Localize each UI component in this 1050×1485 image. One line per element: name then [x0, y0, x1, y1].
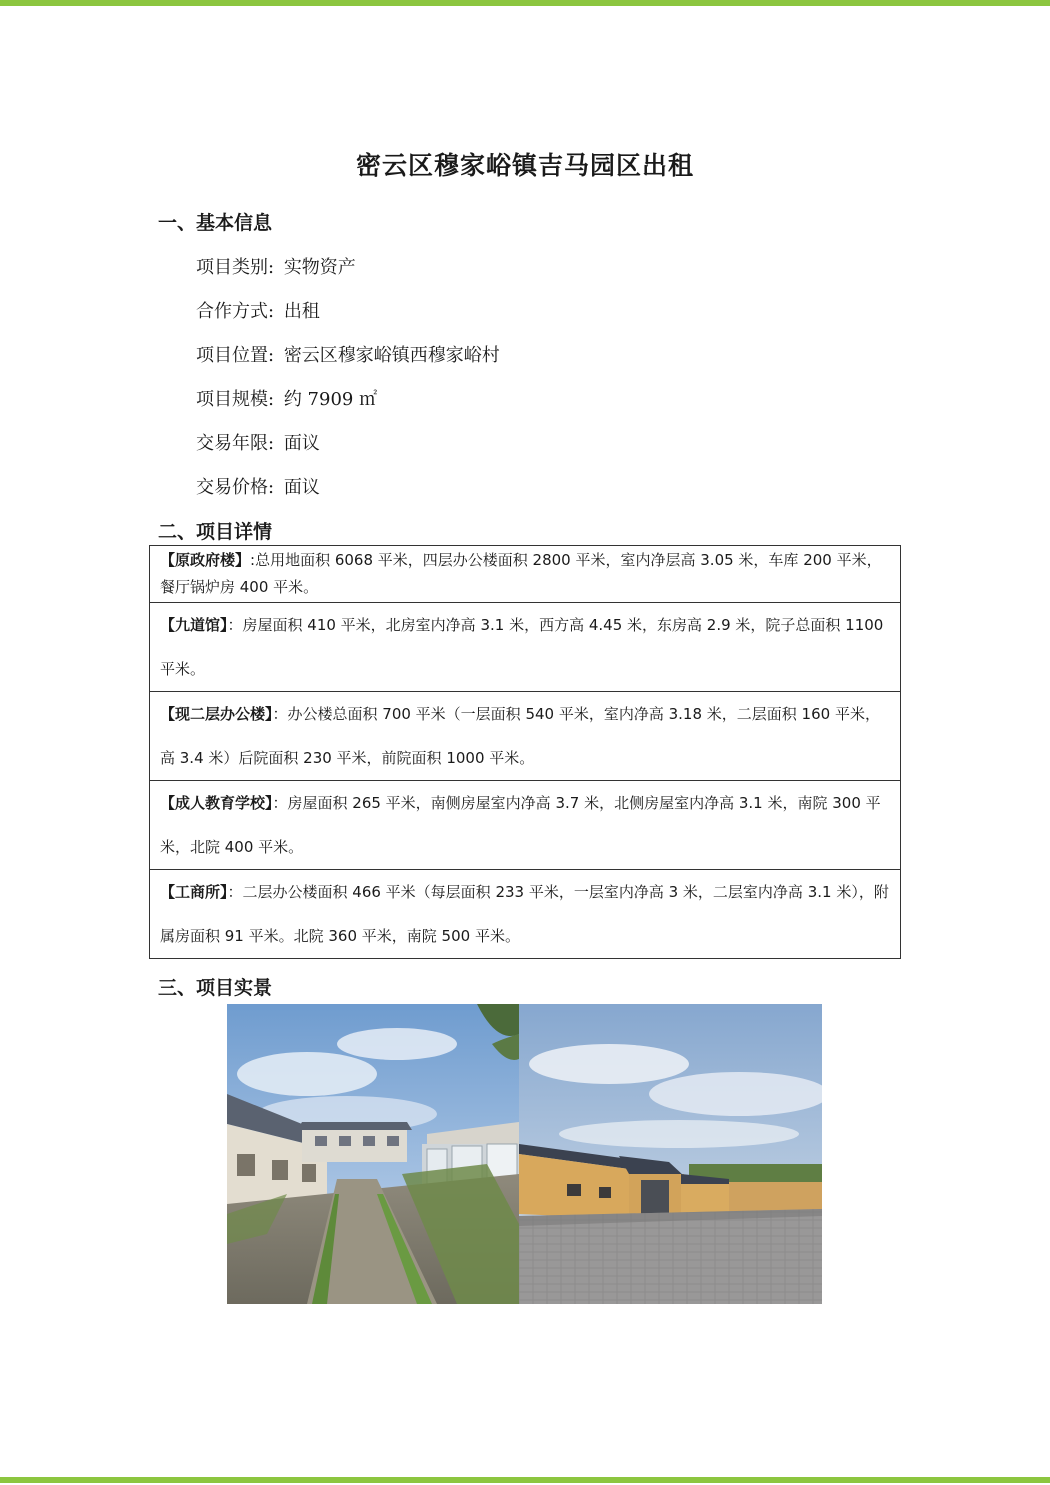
info-row-scale [196, 385, 377, 411]
table-row [150, 603, 901, 692]
info-row-category [196, 253, 356, 279]
detail-text: :总用地面积 6068 平米，四层办公楼面积 2800 平米，室内净层高 3.05 米，车库 200 平米，餐厅锅炉房 400 平米。 [160, 551, 882, 596]
info-row-cooperation [196, 297, 320, 323]
detail-text: ：二层办公楼面积 466 平米（每层面积 233 平米，一层室内净高 3 米，二层室内净高 3.1 米），附属房面积 91 平米。北院 360 平米，南院 500 平米。 [160, 883, 889, 945]
section-heading-details: 二、项目详情 [158, 521, 273, 543]
info-row-term [196, 429, 320, 455]
info-value: 实物资产 [283, 257, 356, 278]
info-label: 合作方式: [196, 301, 275, 322]
info-label: 交易年限: [196, 433, 275, 454]
page-title: 密云区穆家峪镇吉马园区出租 [355, 151, 694, 180]
table-row [150, 781, 901, 870]
detail-tag: 【成人教育学校】 [160, 794, 273, 812]
bottom-accent-bar [0, 1477, 1050, 1483]
detail-cell [150, 781, 901, 870]
table-row [150, 870, 901, 959]
table-row [150, 692, 901, 781]
top-accent-bar [0, 0, 1050, 6]
detail-text: ：房屋面积 410 平米，北房室内净高 3.1 米，西方高 4.45 米，东房高 2.9 米，院子总面积 1100 平米。 [160, 616, 884, 678]
info-value: 出租 [283, 301, 320, 322]
info-label: 项目规模: [196, 389, 275, 410]
detail-tag: 【现二层办公楼】 [160, 705, 273, 723]
detail-tag: 【原政府楼】 [160, 551, 251, 569]
info-value: 密云区穆家峪镇西穆家峪村 [283, 345, 500, 366]
info-row-location [196, 341, 500, 367]
section-heading-photos: 三、项目实景 [158, 977, 273, 999]
info-label: 项目类别: [196, 257, 275, 278]
detail-tag: 【工商所】 [160, 883, 228, 901]
info-value: 面议 [283, 433, 320, 454]
detail-tag: 【九道馆】 [160, 616, 228, 634]
detail-cell [150, 603, 901, 692]
info-label: 交易价格: [196, 477, 275, 498]
project-photos [227, 1004, 822, 1304]
detail-cell [150, 692, 901, 781]
info-value: 面议 [283, 477, 320, 498]
photo-paved-courtyard [519, 1004, 822, 1304]
info-row-price [196, 473, 320, 499]
project-details-table [149, 545, 901, 959]
info-label: 项目位置: [196, 345, 275, 366]
detail-cell [150, 870, 901, 959]
detail-text: ：办公楼总面积 700 平米（一层面积 540 平米，室内净高 3.18 米，二层面积 160 平米，高 3.4 米）后院面积 230 平米，前院面积 1000 平米。 [160, 705, 880, 767]
info-value: 约 7909 ㎡ [283, 389, 378, 410]
photo-office-courtyard [227, 1004, 519, 1304]
detail-text: ：房屋面积 265 平米，南侧房屋室内净高 3.7 米，北侧房屋室内净高 3.1 米，南院 300 平米，北院 400 平米。 [160, 794, 881, 856]
section-heading-basic-info: 一、基本信息 [158, 212, 273, 234]
table-row [150, 546, 901, 603]
detail-cell [150, 546, 901, 603]
